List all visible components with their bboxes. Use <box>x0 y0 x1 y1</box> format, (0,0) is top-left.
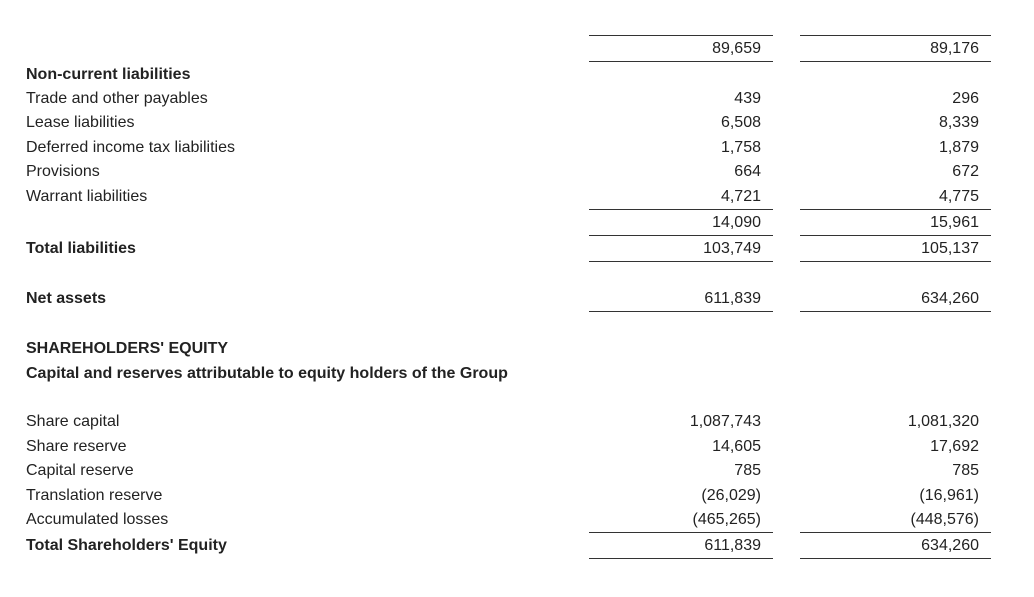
row-col1: 664 <box>734 163 761 180</box>
row-col2: 4,775 <box>938 188 979 205</box>
rule-top-col2 <box>800 35 991 36</box>
row-col2: 17,692 <box>930 438 979 455</box>
rule-equity-col1 <box>589 532 773 533</box>
row-label: Lease liabilities <box>26 114 135 131</box>
row-col2: 1,879 <box>938 139 979 156</box>
table-row <box>0 484 1034 508</box>
equity-heading-row <box>0 337 1034 361</box>
rule-ncl-sub-col2 <box>800 235 991 236</box>
rule-ncl-sub-col1 <box>589 235 773 236</box>
ncl-heading: Non-current liabilities <box>26 66 191 83</box>
row-col2: 785 <box>952 462 979 479</box>
total-equity-row <box>0 534 1034 558</box>
table-row <box>0 160 1034 184</box>
row-label: Deferred income tax liabilities <box>26 139 235 156</box>
row-col2: (448,576) <box>910 511 979 528</box>
ncl-subtotal-col2: 15,961 <box>930 214 979 231</box>
table-row <box>0 136 1034 160</box>
rule-subtotal-col1 <box>589 61 773 62</box>
row-label: Share capital <box>26 413 120 430</box>
total-liabilities-label: Total liabilities <box>26 240 136 257</box>
rule-ncl-col1 <box>589 209 773 210</box>
rule-net-assets-col2 <box>800 311 991 312</box>
row-col2: 672 <box>952 163 979 180</box>
table-row <box>0 410 1034 434</box>
rule-total-liab-col1 <box>589 261 773 262</box>
rule-total-equity-col2 <box>800 558 991 559</box>
ncl-heading-row <box>0 63 1034 87</box>
rule-total-liab-col2 <box>800 261 991 262</box>
total-equity-col1: 611,839 <box>704 537 761 554</box>
row-col1: 4,721 <box>720 188 761 205</box>
ncl-subtotal-row <box>0 211 1034 235</box>
net-assets-col2: 634,260 <box>921 290 979 307</box>
row-label: Accumulated losses <box>26 511 169 528</box>
equity-subheading: Capital and reserves attributable to equity holders of the Group <box>26 365 508 382</box>
row-label: Translation reserve <box>26 487 163 504</box>
total-liabilities-col2: 105,137 <box>921 240 979 257</box>
equity-subheading-row <box>0 362 1034 386</box>
row-label: Trade and other payables <box>26 90 208 107</box>
table-row <box>0 459 1034 483</box>
row-col1: 6,508 <box>720 114 761 131</box>
row-col1: 785 <box>734 462 761 479</box>
equity-heading: SHAREHOLDERS' EQUITY <box>26 340 229 357</box>
net-assets-row <box>0 287 1034 311</box>
total-liabilities-col1: 103,749 <box>703 240 761 257</box>
rule-total-equity-col1 <box>589 558 773 559</box>
rule-ncl-col2 <box>800 209 991 210</box>
total-liabilities-row <box>0 237 1034 261</box>
table-row <box>0 111 1034 135</box>
table-row <box>0 87 1034 111</box>
table-row <box>0 508 1034 532</box>
row-col1: 439 <box>734 90 761 107</box>
ncl-subtotal-col1: 14,090 <box>712 214 761 231</box>
row-label: Share reserve <box>26 438 127 455</box>
total-equity-col2: 634,260 <box>921 537 979 554</box>
row-col1: 14,605 <box>712 438 761 455</box>
rule-subtotal-col2 <box>800 61 991 62</box>
subtotal-col2: 89,176 <box>930 40 979 57</box>
table-row <box>0 185 1034 209</box>
row-col2: 8,339 <box>938 114 979 131</box>
row-col2: (16,961) <box>919 487 979 504</box>
table-row <box>0 435 1034 459</box>
row-col2: 296 <box>952 90 979 107</box>
rule-net-assets-col1 <box>589 311 773 312</box>
rule-top-col1 <box>589 35 773 36</box>
net-assets-col1: 611,839 <box>704 290 761 307</box>
subtotal-col1: 89,659 <box>712 40 761 57</box>
row-label: Warrant liabilities <box>26 188 148 205</box>
rule-equity-col2 <box>800 532 991 533</box>
row-label: Capital reserve <box>26 462 134 479</box>
subtotal-row <box>0 37 1034 61</box>
net-assets-label: Net assets <box>26 290 107 307</box>
row-col2: 1,081,320 <box>907 413 979 430</box>
row-label: Provisions <box>26 163 100 180</box>
row-col1: (26,029) <box>701 487 761 504</box>
total-equity-label: Total Shareholders' Equity <box>26 537 227 554</box>
row-col1: 1,758 <box>720 139 761 156</box>
row-col1: (465,265) <box>692 511 761 528</box>
row-col1: 1,087,743 <box>689 413 761 430</box>
